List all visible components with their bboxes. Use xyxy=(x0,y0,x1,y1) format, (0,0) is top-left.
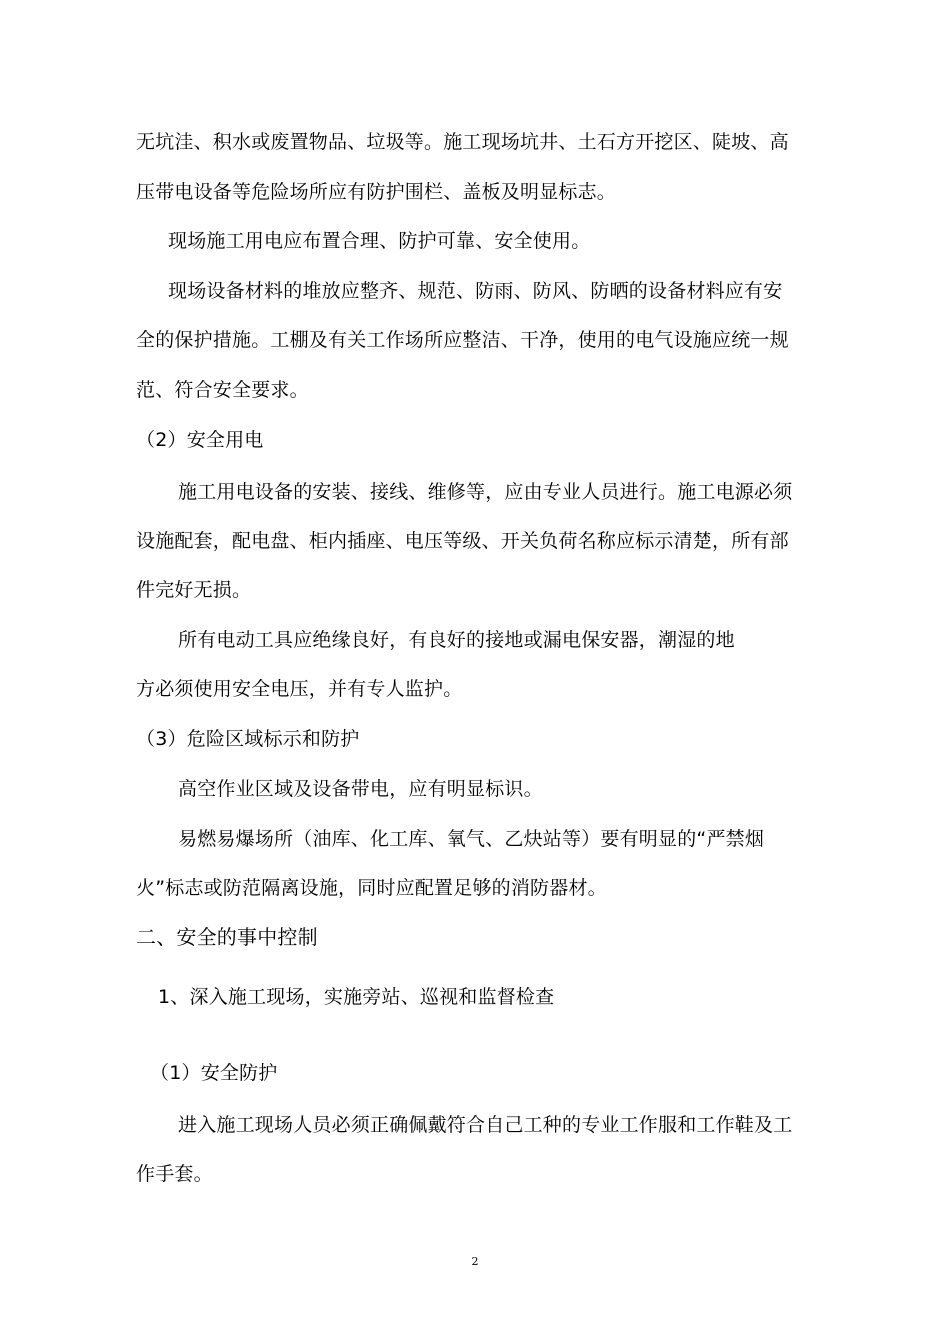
paragraph-line: 方必须使用安全电压，并有专人监护。 xyxy=(136,678,463,700)
paragraph-line: 无坑洼、积水或废置物品、垃圾等。施工现场坑井、土石方开挖区、陡坡、高 xyxy=(136,131,789,153)
section-heading: 二、安全的事中控制 xyxy=(136,925,318,949)
section-subheading: （2）安全用电 xyxy=(136,429,264,451)
paragraph-line: 进入施工现场人员必须正确佩戴符合自己工种的专业工作服和工作鞋及工 xyxy=(178,1114,793,1136)
paragraph-line: 火”标志或防范隔离设施，同时应配置足够的消防器材。 xyxy=(136,877,607,899)
paragraph-line: 现场施工用电应布置合理、防护可靠、安全使用。 xyxy=(168,230,591,252)
paragraph-line: 范、符合安全要求。 xyxy=(136,379,309,401)
section-subheading: （3）危险区域标示和防护 xyxy=(136,728,360,750)
subsection-heading: 1、深入施工现场，实施旁站、巡视和监督检查 xyxy=(158,986,555,1008)
section-subheading: （1）安全防护 xyxy=(150,1062,278,1084)
paragraph-line: 全的保护措施。工棚及有关工作场所应整洁、干净，使用的电气设施应统一规 xyxy=(136,329,789,351)
paragraph-line: 现场设备材料的堆放应整齐、规范、防雨、防风、防晒的设备材料应有安 xyxy=(168,280,783,302)
paragraph-line: 压带电设备等危险场所应有防护围栏、盖板及明显标志。 xyxy=(136,181,617,203)
paragraph-line: 所有电动工具应绝缘良好，有良好的接地或漏电保安器，潮湿的地 xyxy=(178,629,735,651)
paragraph-line: 施工用电设备的安装、接线、维修等，应由专业人员进行。施工电源必须 xyxy=(178,481,793,503)
paragraph-line: 高空作业区域及设备带电，应有明显标识。 xyxy=(178,778,543,800)
paragraph-line: 作手套。 xyxy=(136,1163,213,1185)
paragraph-line: 设施配套，配电盘、柜内插座、电压等级、开关负荷名称应标示清楚，所有部 xyxy=(136,530,789,552)
page-number: 2 xyxy=(471,1255,479,1268)
paragraph-line: 易燃易爆场所（油库、化工库、氧气、乙炔站等）要有明显的“严禁烟 xyxy=(178,828,765,850)
paragraph-line: 件完好无损。 xyxy=(136,579,252,601)
